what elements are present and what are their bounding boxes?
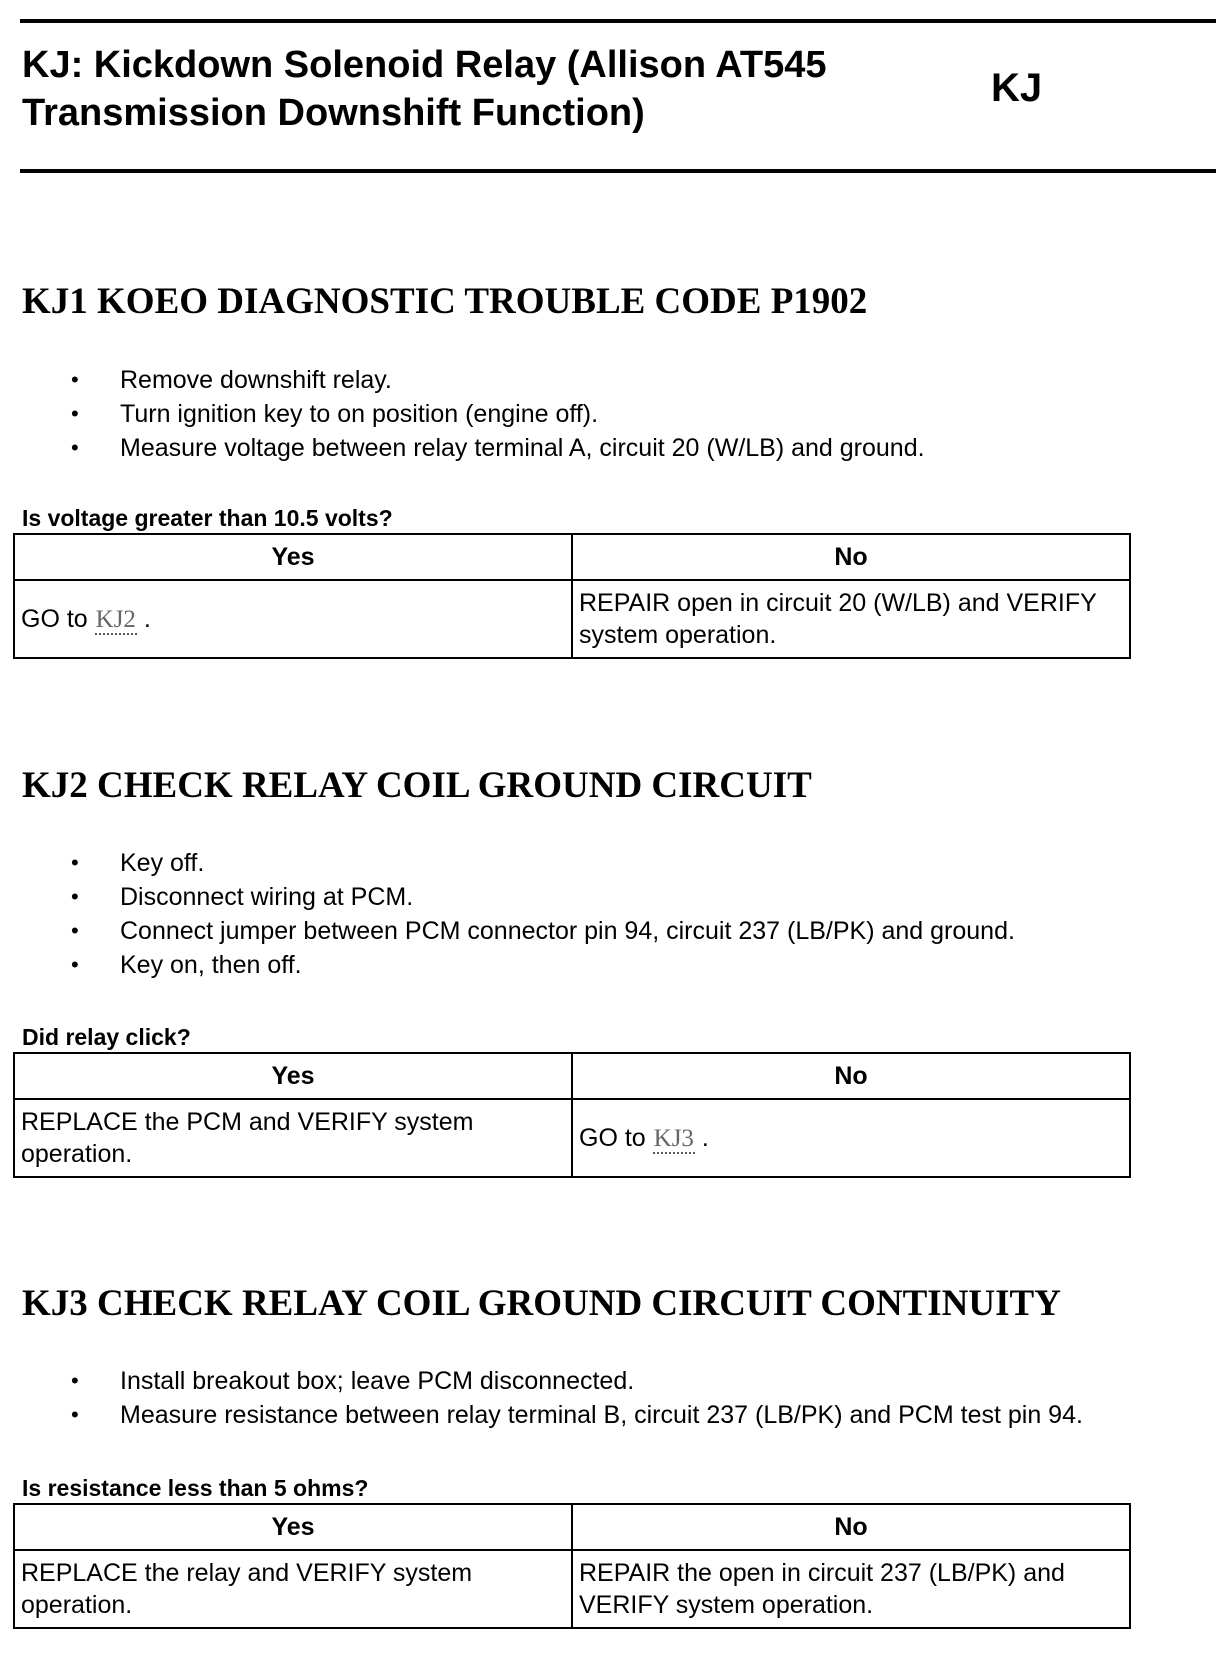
result-table [13, 1503, 1131, 1629]
result-table [13, 533, 1131, 659]
section-heading: KJ2 CHECK RELAY COIL GROUND CIRCUIT [22, 765, 812, 806]
yes-header: Yes [14, 1053, 572, 1099]
no-cell [572, 1099, 1130, 1177]
yes-cell [14, 580, 572, 658]
step-list [0, 1364, 1083, 1432]
no-action-text: GO to [579, 1123, 646, 1152]
step-list [0, 846, 1015, 982]
yes-header: Yes [14, 1504, 572, 1550]
step-item: • Measure resistance between relay terminal B, circuit 237 (LB/PK) and PCM test pin 94. [0, 1398, 1083, 1432]
header-bottom-rule [20, 169, 1216, 173]
goto-kj2-link[interactable]: KJ2 [95, 605, 136, 633]
result-table [13, 1052, 1131, 1178]
no-cell: REPAIR open in circuit 20 (W/LB) and VERIFY system operation. [572, 580, 1130, 658]
yes-cell: REPLACE the relay and VERIFY system operation. [14, 1550, 572, 1628]
no-header: No [572, 1053, 1130, 1099]
step-item: • Measure voltage between relay terminal A, circuit 20 (W/LB) and ground. [0, 431, 925, 465]
step-item: • Key on, then off. [0, 948, 1015, 982]
test-question: Is resistance less than 5 ohms? [22, 1475, 369, 1501]
no-cell: REPAIR the open in circuit 237 (LB/PK) and VERIFY system operation. [572, 1550, 1130, 1628]
step-item: • Turn ignition key to on position (engine off). [0, 397, 925, 431]
step-list [0, 363, 925, 465]
step-item: • Remove downshift relay. [0, 363, 925, 397]
step-item: • Install breakout box; leave PCM disconnected. [0, 1364, 1083, 1398]
yes-action-suffix: . [143, 604, 151, 633]
header-top-rule [20, 19, 1216, 23]
no-header: No [572, 534, 1130, 580]
step-item: • Key off. [0, 846, 1015, 880]
section-heading: KJ1 KOEO DIAGNOSTIC TROUBLE CODE P1902 [22, 281, 868, 322]
document-code: KJ [991, 66, 1043, 110]
yes-cell: REPLACE the PCM and VERIFY system operation. [14, 1099, 572, 1177]
document-title: KJ: Kickdown Solenoid Relay (Allison AT545 Transmission Downshift Function) [22, 44, 827, 134]
no-header: No [572, 1504, 1130, 1550]
test-question: Is voltage greater than 10.5 volts? [22, 505, 393, 531]
section-heading: KJ3 CHECK RELAY COIL GROUND CIRCUIT CONTINUITY [22, 1283, 1061, 1324]
test-question: Did relay click? [22, 1024, 191, 1050]
yes-action-text: GO to [21, 604, 88, 633]
step-item: • Connect jumper between PCM connector pin 94, circuit 237 (LB/PK) and ground. [0, 914, 1015, 948]
goto-kj3-link[interactable]: KJ3 [653, 1124, 694, 1152]
no-action-suffix: . [701, 1123, 709, 1152]
yes-header: Yes [14, 534, 572, 580]
step-item: • Disconnect wiring at PCM. [0, 880, 1015, 914]
